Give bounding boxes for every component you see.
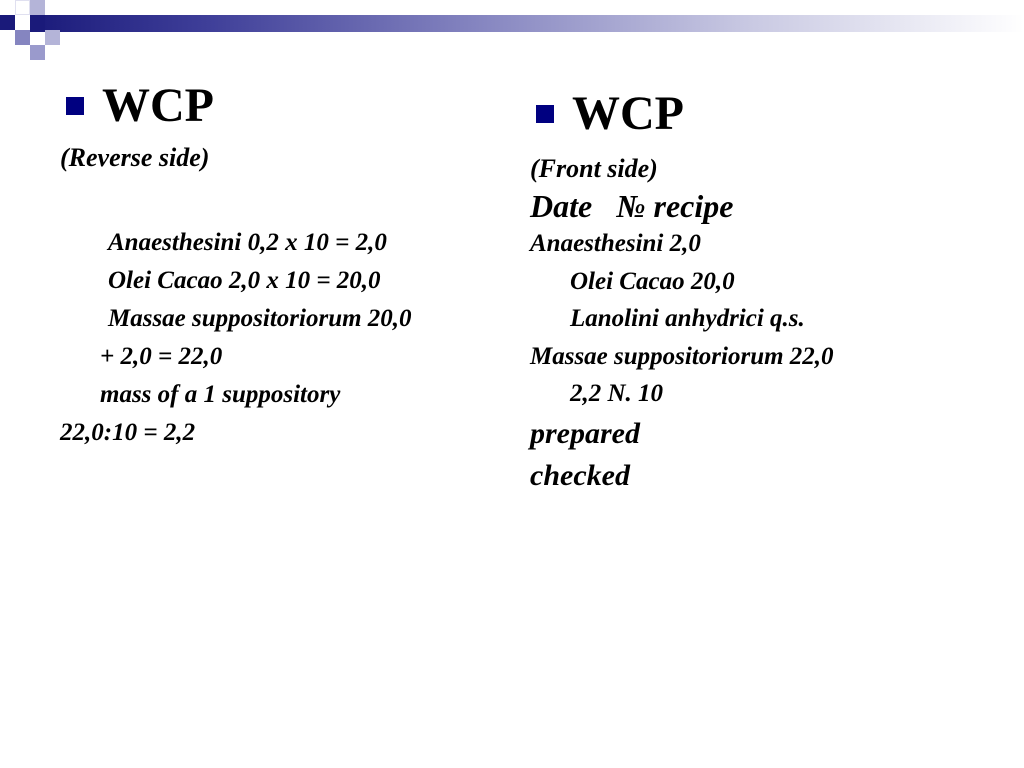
left-heading [60,78,500,134]
reverse-side-column [60,78,500,452]
left-line: + 2,0 = 22,0 [100,343,223,370]
left-line: Anaesthesini 0,2 x 10 = 2,0 [108,229,387,256]
header-decoration [0,0,1024,70]
right-heading [530,86,1000,142]
right-subtitle: (Front side) [530,154,658,183]
bullet-square-icon [66,97,84,115]
bullet-square-icon [536,105,554,123]
left-subtitle: (Reverse side) [60,143,210,172]
left-line: 22,0:10 = 2,2 [60,419,196,446]
left-title: WCP [102,79,214,132]
prepared-label: prepared [530,416,640,450]
decor-square [15,30,30,45]
decor-square [15,0,30,15]
left-line: Massae suppositoriorum 20,0 [108,305,412,332]
decor-square [45,30,60,45]
front-side-column [530,86,1000,497]
left-line: mass of a 1 suppository [100,381,341,408]
right-line: 2,2 N. 10 [570,380,664,407]
right-line: Olei Cacao 20,0 [570,267,735,295]
decor-square [0,15,15,30]
decor-square [30,0,45,15]
decor-square [30,45,45,60]
date-recipe-line: Date № recipe [530,187,734,224]
right-line: Massae suppositoriorum 22,0 [530,342,834,370]
decor-square [30,15,45,30]
gradient-bar [30,15,1024,32]
checked-label: checked [530,458,630,492]
decor-square [15,15,30,30]
left-line: Olei Cacao 2,0 x 10 = 20,0 [108,267,381,294]
spacer [60,176,500,224]
right-line: Anaesthesini 2,0 [530,230,701,257]
right-line: Lanolini anhydrici q.s. [570,305,805,332]
right-title: WCP [572,87,684,140]
